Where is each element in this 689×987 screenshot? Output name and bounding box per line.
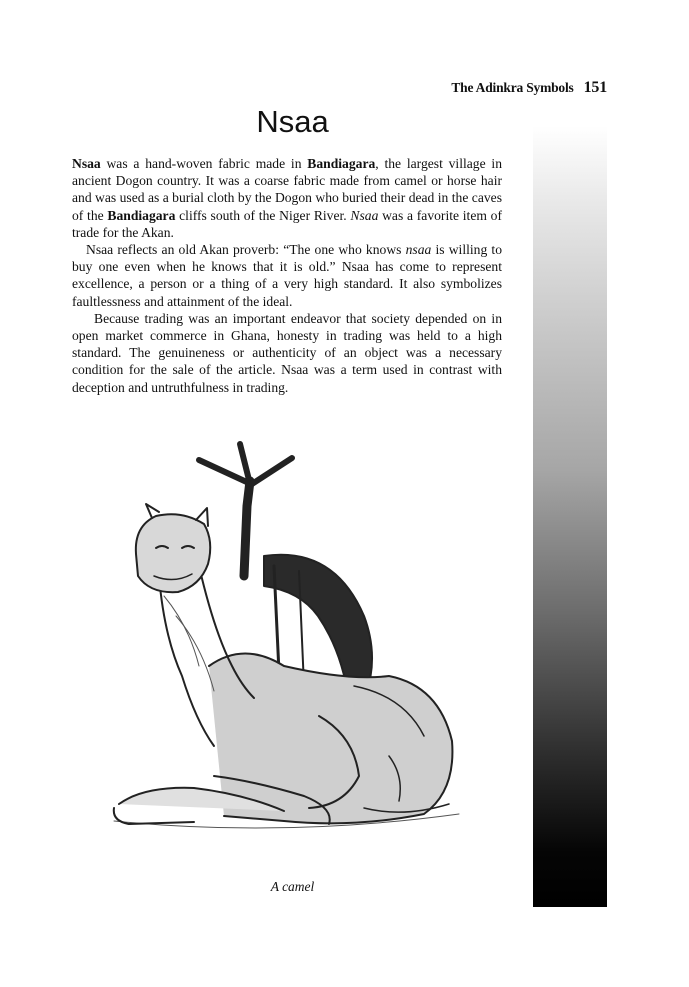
camel-illustration [104,436,464,841]
term-nsaa: Nsaa [72,156,101,171]
term-bandiagara: Bandiagara [107,207,176,223]
text-run: was a hand-woven fabric made in [100,156,308,171]
text-run: Nsaa reflects an old Akan proverb: “The one who knows [86,242,406,258]
running-title: The Adinkra Symbols [451,80,574,95]
gradient-side-band [533,126,607,907]
running-header [451,79,607,97]
paragraph-3: Because trading was an important endeavor that society depended on in open market commerce in Ghana, honesty in trading was held to a high standard. The genuineness or authenticity of an object was a necessary condition for the sale of the article. Nsaa was a term used in contrast with deception and untruthfulness in trading. [72,310,502,395]
text-run: is willing to buy one even when he knows that it is old.” Nsaa has come to represent excellence, a person or a thing of a very high standard. It also symbolizes faultlessness and attainment of the ideal. [72,242,502,309]
article-body [72,155,502,396]
term-bandiagara: Bandiagara [307,156,376,171]
term-nsaa-italic: nsaa [405,242,432,258]
text-run: , the largest village in ancient Dogon country. It was a coarse fabric made from camel or horse hair and was used as a burial cloth by the Dogon who buried their dead in the caves of the [72,156,502,223]
paragraph-2 [72,241,502,310]
page-number: 151 [583,79,607,96]
term-nsaa-italic: Nsaa [350,207,379,223]
page-title: Nsaa [256,104,329,139]
text-run: was a favorite item of trade for the Akan. [72,207,502,240]
paragraph-1 [72,155,502,241]
text-run: cliffs south of the Niger River. [175,207,351,223]
figure-caption: A camel [270,879,315,894]
